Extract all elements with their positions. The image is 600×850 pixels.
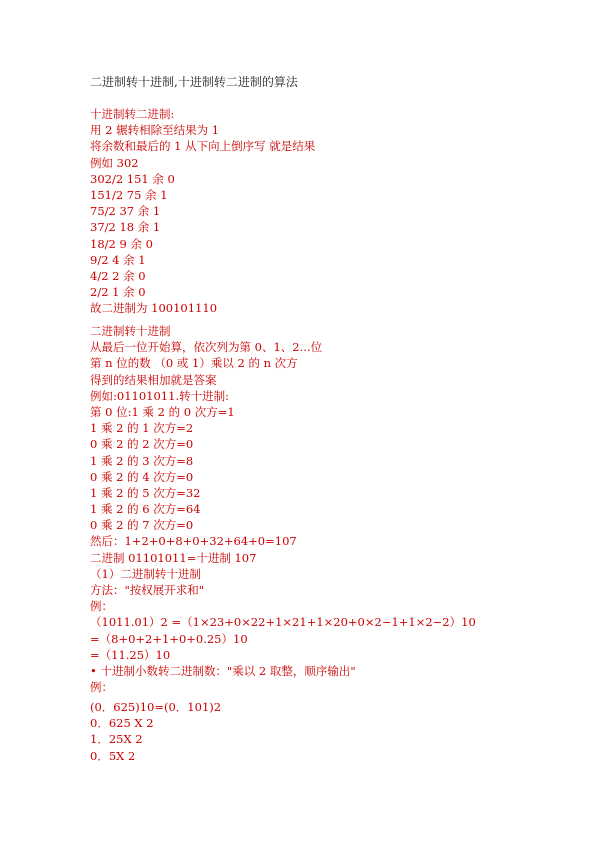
text-line: 用 2 辗转相除至结果为 1	[90, 123, 220, 138]
text-line: （1）二进制转十进制	[90, 566, 201, 581]
text-line: （1011.01）2 =（1×23+0×22+1×21+1×20+0×2−1+1×2−2）10	[90, 615, 476, 630]
text-line: 例如:01101011.转十进制:	[90, 388, 229, 403]
text-line: (0．625)10=(0．101)2	[90, 700, 222, 714]
section-decimal-to-binary	[90, 106, 315, 316]
text-line: 0．625 X 2	[90, 716, 154, 731]
text-line: 方法："按权展开求和"	[90, 583, 205, 597]
text-line: 从最后一位开始算，依次列为第 0、1、2...位	[90, 340, 323, 355]
text-line: =（11.25）10	[90, 647, 171, 662]
text-line: 然后：1+2+0+8+0+32+64+0=107	[90, 534, 297, 549]
text-line: 0 乘 2 的 4 次方=0	[90, 469, 194, 484]
text-line: 故二进制为 100101110	[90, 301, 218, 316]
text-line: 1．25X 2	[90, 732, 143, 747]
text-line: 302/2 151 余 0	[90, 171, 175, 186]
text-line: 二进制转十进制	[90, 324, 171, 338]
text-line: =（8+0+2+1+0+0.25）10	[90, 631, 248, 646]
text-line: 2/2 1 余 0	[90, 285, 146, 300]
text-line: 151/2 75 余 1	[90, 187, 168, 202]
text-line: 将余数和最后的 1 从下向上倒序写 就是结果	[90, 139, 316, 154]
document-title: 二进制转十进制,十进制转二进制的算法	[90, 75, 298, 89]
text-line: 十进制转二进制:	[90, 107, 175, 121]
text-line: 9/2 4 余 1	[90, 252, 146, 267]
text-line: 1 乘 2 的 6 次方=64	[90, 502, 201, 517]
text-line: 1 乘 2 的 5 次方=32	[90, 485, 201, 500]
text-line: 1 乘 2 的 1 次方=2	[90, 421, 194, 436]
text-line: 二进制 01101011=十进制 107	[90, 550, 257, 565]
text-line: 第 0 位:1 乘 2 的 0 次方=1	[90, 404, 235, 419]
text-line: 例：	[90, 680, 113, 695]
text-line: 第 n 位的数 （0 或 1）乘以 2 的 n 次方	[90, 356, 298, 371]
text-line: • 十进制小数转二进制数："乘以 2 取整，顺序输出"	[90, 663, 356, 678]
text-line: 0 乘 2 的 2 次方=0	[90, 437, 194, 452]
text-line: 1 乘 2 的 3 次方=8	[90, 453, 194, 468]
text-line: 75/2 37 余 1	[90, 204, 161, 219]
text-line: 0．5X 2	[90, 748, 136, 763]
text-line: 例如 302	[90, 155, 139, 170]
text-line: 18/2 9 余 0	[90, 236, 153, 251]
text-line: 37/2 18 余 1	[90, 220, 161, 235]
text-line: 4/2 2 余 0	[90, 268, 146, 283]
section-decimal-fraction-example	[90, 699, 221, 764]
section-binary-to-decimal	[90, 323, 476, 695]
text-line: 得到的结果相加就是答案	[90, 372, 217, 387]
text-line: 0 乘 2 的 7 次方=0	[90, 518, 194, 533]
text-line: 例：	[90, 599, 113, 614]
